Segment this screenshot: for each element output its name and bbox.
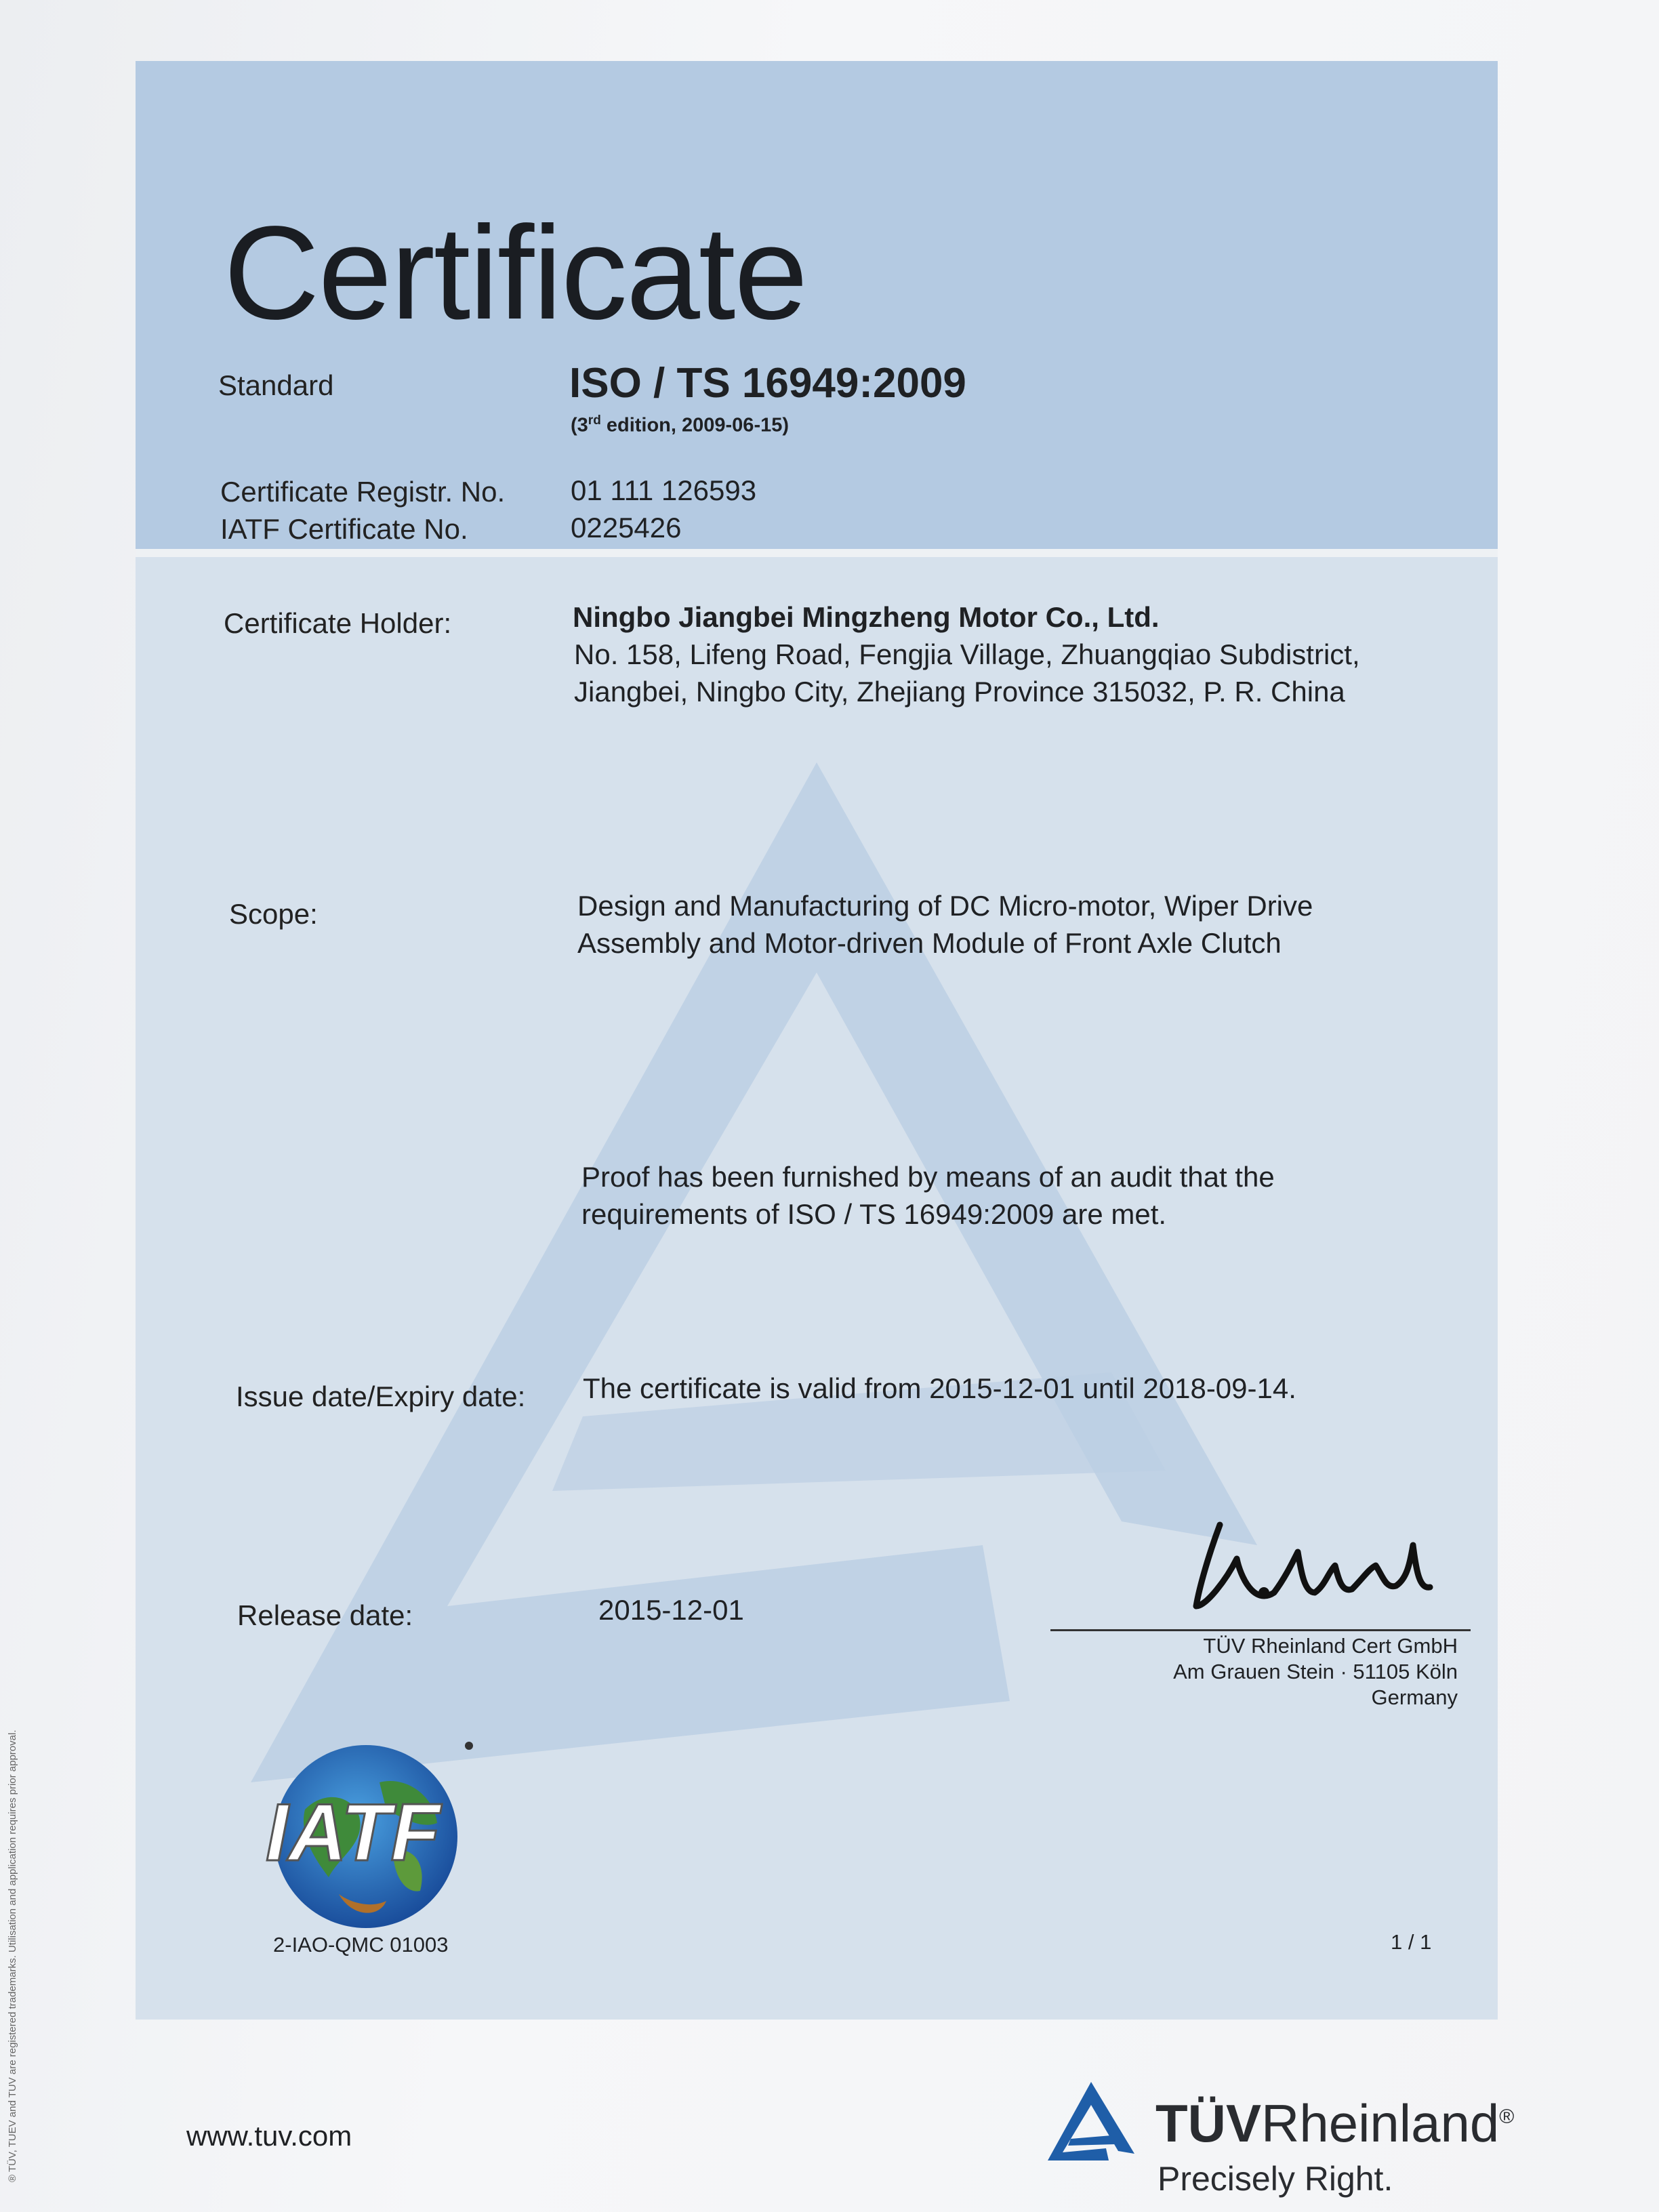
release-label: Release date: (237, 1599, 413, 1631)
iatf-code: 2-IAO-QMC 01003 (273, 1933, 449, 1957)
holder-address-1: No. 158, Lifeng Road, Fengjia Village, Zhuangqiao Subdistrict, (574, 638, 1360, 670)
issuer-street: Am Grauen Stein · 51105 Köln (1173, 1660, 1458, 1683)
iatf-label: IATF Certificate No. (220, 513, 468, 545)
holder-label: Certificate Holder: (224, 607, 452, 639)
tuv-triangle-logo-icon (1044, 2078, 1139, 2163)
certificate-panel (136, 61, 1498, 2020)
triangle-watermark-icon (136, 61, 1498, 2020)
scope-label: Scope: (229, 898, 318, 930)
issue-value: The certificate is valid from 2015-12-01 until 2018-09-14. (583, 1372, 1296, 1404)
issue-label: Issue date/Expiry date: (236, 1380, 526, 1412)
iatf-value: 0225426 (571, 512, 682, 544)
signature-icon (1172, 1511, 1443, 1626)
tuv-brand: TÜVRheinland® (1155, 2093, 1515, 2153)
tuv-slogan: Precisely Right. (1158, 2160, 1393, 2198)
scope-line-1: Design and Manufacturing of DC Micro-motor, Wiper Drive (577, 890, 1313, 922)
legal-note: ® TÜV, TUEV and TUV are registered trademarks. Utilisation and application requires prior approval. (7, 1729, 18, 2182)
issuer-name: TÜV Rheinland Cert GmbH (1203, 1634, 1458, 1658)
iatf-logo-text: IATF (266, 1787, 441, 1878)
release-value: 2015-12-01 (598, 1594, 744, 1626)
certificate-title: Certificate (224, 199, 807, 347)
standard-value: ISO / TS 16949:2009 (569, 360, 966, 407)
scope-line-2: Assembly and Motor-driven Module of Front Axle Clutch (577, 927, 1282, 959)
iatf-globe-logo-icon (258, 1735, 481, 1938)
issuer-country: Germany (1371, 1685, 1458, 1709)
registr-value: 01 111 126593 (571, 474, 757, 506)
standard-label: Standard (218, 369, 334, 401)
page-indicator: 1 / 1 (1391, 1930, 1432, 1954)
signature-line (1050, 1629, 1471, 1631)
standard-edition: (3rd edition, 2009-06-15) (571, 413, 790, 436)
proof-line-2: requirements of ISO / TS 16949:2009 are met. (581, 1198, 1167, 1230)
holder-name: Ningbo Jiangbei Mingzheng Motor Co., Ltd. (573, 601, 1160, 633)
proof-line-1: Proof has been furnished by means of an audit that the (581, 1161, 1275, 1193)
website-link[interactable]: www.tuv.com (186, 2120, 352, 2152)
holder-address-2: Jiangbei, Ningbo City, Zhejiang Province 315032, P. R. China (574, 676, 1345, 708)
registr-label: Certificate Registr. No. (220, 476, 506, 508)
